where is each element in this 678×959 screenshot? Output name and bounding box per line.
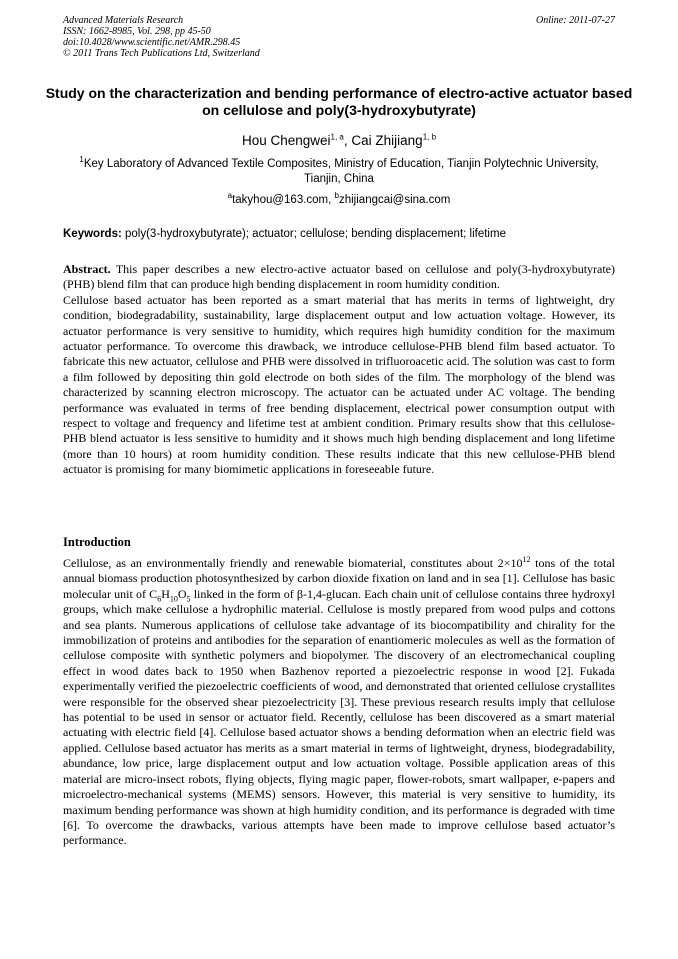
author-affiliation-mark: 1, b	[422, 132, 437, 142]
subscript: 5	[186, 594, 191, 604]
journal-copyright: © 2011 Trans Tech Publications Ltd, Switzerland	[63, 48, 260, 59]
introduction-section	[63, 556, 615, 849]
text-run: tons of the total annual biomass production photosynthesized by carbon dioxide fixation on land and in sea [1]. Cellulose has basic molecular unit of C	[63, 556, 615, 601]
text-run: linked in the form of β-1,4-glucan. Each chain unit of cellulose contains three hydroxyl groups, which make cellulose a hydrophilic material. Cellulose is mostly prepared from wood pulps and cottons and sea plants. Numerous applications of cellulose take advantage of its biocompatibility and chirality for the immobilization of proteins and antibodies for the separation of enantiomeric molecules as well as the formation of cellulose composite with synthetic polymers and biopolymer. The discovery of an electromechanical coupling effect in wood dates back to 1950 when Bazhenov reported a piezoelectric response in wood [2]. Fukada experimentally verified the piezoelectric coefficients of wood, and demonstrated that oriented cellulose crystallites were responsible for the observed shear piezoelectricity [3]. These previous research results imply that cellulose has potential to be used in sensor or actuator field. Recently, cellulose has been discovered as a smart material actuating with electric field [4]. Cellulose based actuator shows a bending deformation when an electric field was applied. Cellulose based actuator has merits as a smart material in terms of lightweight, dryness, biodegradability, abundance, low price, large displacement output and low actuation voltage. Possible application areas of this material are micro-insect robots, flying objects, flying magic paper, flower-robots, smart wallpaper, e-papers and microelectro-mechanical systems (MEMS) sensors. However, this material is very sensitive to humidity, its maximum bending performance was shown at high humidity condition, and its performance is degraded with time [6]. To overcome the drawbacks, various attempts have been made to improve cellulose based actuator’s performance.	[63, 586, 615, 848]
abstract-label: Abstract.	[63, 262, 111, 276]
email-separator: ,	[328, 194, 335, 206]
subscript: 10	[169, 594, 178, 604]
keywords-label: Keywords:	[63, 228, 122, 240]
affiliation	[70, 157, 608, 187]
email-list	[40, 193, 638, 208]
author-name: Hou Chengwei	[241, 133, 331, 148]
text-run: H	[161, 586, 170, 601]
abstract-text: This paper describes a new electro-active actuator based on cellulose and poly(3-hydroxybutyrate) (PHB) blend film that can produce high bending displacement in room humidity condition.	[63, 262, 615, 292]
author-list	[40, 133, 638, 149]
text-run: O	[177, 586, 187, 601]
text-run: Cellulose, as an environmentally friendly and renewable biomaterial, constitutes about 2×10	[63, 556, 523, 570]
paper-title: Study on the characterization and bending performance of electro-active actuator based on cellulose and poly(3-hydroxybutyrate)	[45, 85, 633, 118]
email-address: zhijiangcai@sina.com	[338, 194, 451, 206]
abstract-paragraph: Cellulose based actuator has been reported as a smart material that has merits in terms of lightweight, dry condition, biodegradability, sustainability, large displacement output and low actuation voltage. However, its actuator performance is very sensitive to humidity, which requires high humidity condition for the maximum actuator performance. To overcome this drawback, we introduce cellulose-PHB blend film based actuator. To fabricate this new actuator, cellulose and PHB were dissolved in trifluoroacetic acid. The solution was cast to form a film followed by depositing thin gold electrode on both sides of the film. The morphology of the blend was characterized by scanning electron microscopy. The actuator can be actuated under AC voltage. The bending performance was evaluated in terms of free bending displacement, electrical power consumption output with respect to voltage and frequency and lifetime test at ambient condition. Primary results show that this cellulose-PHB blend actuator is less sensitive to humidity and it shows much high bending displacement and long lifetime (more than 10 hours) at room humidity condition. These results indicate that this new cellulose-PHB blend actuator is promising for many biomimetic applications in foreseeable future.	[63, 292, 615, 477]
keywords-text: poly(3-hydroxybutyrate); actuator; cellulose; bending displacement; lifetime	[121, 228, 506, 240]
keywords	[63, 227, 623, 242]
online-date: Online: 2011-07-27	[536, 15, 615, 26]
email-mark: a	[227, 191, 233, 201]
affiliation-text: Key Laboratory of Advanced Textile Composites, Ministry of Education, Tianjin Polytechnic University, Tianjin, China	[83, 158, 599, 185]
abstract-section	[63, 262, 615, 478]
superscript: 12	[522, 555, 531, 564]
affiliation-mark: 1	[79, 155, 84, 165]
introduction-paragraph	[63, 556, 615, 849]
journal-header	[63, 15, 615, 59]
journal-issn: ISSN: 1662-8985, Vol. 298, pp 45-50	[63, 26, 211, 37]
author-separator: ,	[343, 133, 352, 148]
author-affiliation-mark: 1, a	[330, 132, 344, 142]
abstract-paragraph	[63, 262, 615, 293]
subscript: 6	[157, 594, 162, 604]
journal-doi: doi:10.4028/www.scientific.net/AMR.298.45	[63, 37, 241, 48]
email-address: takyhou@163.com	[232, 194, 329, 206]
email-mark: b	[334, 191, 339, 201]
section-heading: Introduction	[63, 535, 131, 549]
author-name: Cai Zhijiang	[351, 133, 423, 148]
journal-name: Advanced Materials Research	[63, 15, 184, 26]
